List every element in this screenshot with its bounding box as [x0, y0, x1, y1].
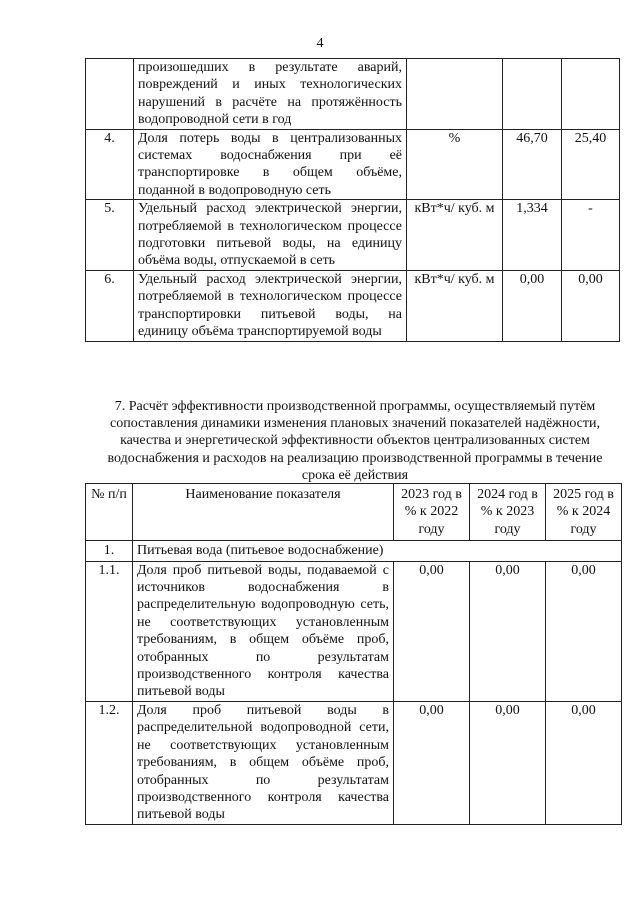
header-number: № п/п — [86, 484, 133, 541]
header-indicator-name: Наименование показателя — [133, 484, 394, 541]
unit: кВт*ч/ куб. м — [407, 200, 503, 271]
value-2025: 0,00 — [546, 701, 622, 824]
indicator-name: Удельный расход электрической энергии, потребляемой в технологическом процессе транспортировки питьевой воды, на единицу объёма транспортируемой воды — [134, 270, 407, 341]
table-row — [86, 200, 620, 271]
value-1 — [503, 59, 562, 130]
value-1: 1,334 — [503, 200, 562, 271]
header-2024: 2024 год в % к 2023 году — [470, 484, 546, 541]
table-row — [86, 59, 620, 130]
table-row — [86, 129, 620, 200]
row-number — [86, 59, 134, 130]
section-row — [86, 541, 622, 561]
section-number: 1. — [86, 541, 133, 561]
header-row — [86, 484, 622, 541]
value-2023: 0,00 — [394, 701, 470, 824]
value-2: 0,00 — [562, 270, 620, 341]
table-row — [86, 270, 620, 341]
section-heading: 7. Расчёт эффективности производственной программы, осуществляемый путём сопоставления динамики изменения плановых значений показателей надёжности, качества и энергетической эффективности объектов централизованных систем водоснабжения и расходов на реализацию производственной программы в течение срока её действия — [107, 399, 603, 483]
indicator-name: Удельный расход электрической энергии, потребляемой в технологическом процессе подготовки питьевой воды, на единицу объёма воды, отпускаемой в сеть — [134, 200, 407, 271]
value-2: - — [562, 200, 620, 271]
indicator-name: Доля проб питьевой воды в распределительной водопроводной сети, не соответствующих установленным требованиям, в общем объёме проб, отобранных по результатам производственного контроля качества питьевой воды — [133, 701, 394, 824]
table-row — [86, 561, 622, 701]
value-2: 25,40 — [562, 129, 620, 200]
header-2025: 2025 год в % к 2024 году — [546, 484, 622, 541]
page-number: 4 — [316, 36, 324, 51]
value-2025: 0,00 — [546, 561, 622, 701]
indicator-name: Доля проб питьевой воды, подаваемой с источников водоснабжения в распределительную водопроводную сеть, не соответствующих установленным требованиям, в общем объёме проб, отобранных по результатам производственного контроля качества питьевой воды — [133, 561, 394, 701]
header-2023: 2023 год в % к 2022 году — [394, 484, 470, 541]
value-2024: 0,00 — [470, 561, 546, 701]
table-row — [86, 701, 622, 824]
row-number: 6. — [86, 270, 134, 341]
value-2023: 0,00 — [394, 561, 470, 701]
row-number: 4. — [86, 129, 134, 200]
unit — [407, 59, 503, 130]
value-2 — [562, 59, 620, 130]
unit: кВт*ч/ куб. м — [407, 270, 503, 341]
indicator-name: произошедших в результате аварий, повреждений и иных технологических нарушений в расчёте на протяжённость водопроводной сети в год — [134, 59, 407, 130]
value-2024: 0,00 — [470, 701, 546, 824]
indicators-table-continued — [85, 58, 620, 342]
row-number: 5. — [86, 200, 134, 271]
section-title: Питьевая вода (питьевое водоснабжение) — [133, 541, 622, 561]
row-number: 1.2. — [86, 701, 133, 824]
indicator-name: Доля потерь воды в централизованных системах водоснабжения при её транспортировке в общем объёме, поданной в водопроводную сеть — [134, 129, 407, 200]
unit: % — [407, 129, 503, 200]
row-number: 1.1. — [86, 561, 133, 701]
efficiency-table — [85, 483, 622, 825]
value-1: 0,00 — [503, 270, 562, 341]
value-1: 46,70 — [503, 129, 562, 200]
